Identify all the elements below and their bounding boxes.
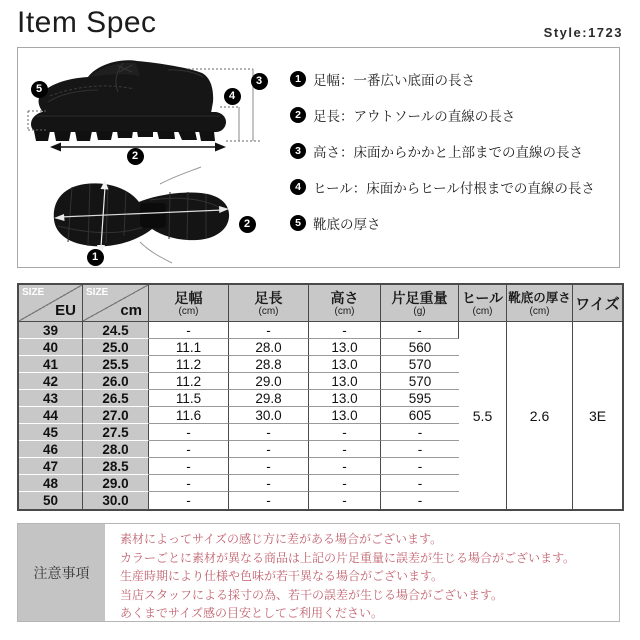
cell-height: 13.0 [309, 407, 381, 424]
cm-label: cm [120, 302, 142, 319]
notes-panel [17, 523, 620, 622]
legend-item-foot-length [290, 105, 616, 125]
page-title: Item Spec [17, 6, 157, 39]
cell-width: - [149, 492, 229, 509]
circled-2-icon: 2 [290, 107, 306, 123]
note-line: 生産時期により仕様や色味が若干異なる場合がございます。 [120, 569, 444, 583]
legend-text: 靴底の厚さ [313, 217, 381, 232]
header-width-grade: ワイズ [573, 285, 622, 322]
size-spec-table [17, 283, 624, 511]
cell-height: 13.0 [309, 373, 381, 390]
cell-height: 13.0 [309, 390, 381, 407]
cell-height: 13.0 [309, 339, 381, 356]
cell-cm: 28.0 [83, 441, 149, 458]
note-line: カラーごとに素材が異なる商品は上記の片足重量に誤差が生じる場合がございます。 [120, 550, 576, 565]
legend-text: ヒール：床面からヒール付根までの直線の長さ [313, 181, 595, 196]
cell-weight: - [381, 424, 459, 441]
legend-item-heel [290, 177, 616, 197]
cell-height: - [309, 424, 381, 441]
cell-height: - [309, 475, 381, 492]
cell-heel-merged: 5.5 [459, 322, 507, 509]
cell-weight: 570 [381, 373, 459, 390]
cell-length: - [229, 492, 309, 509]
notes-label: 注意事項 [18, 524, 105, 621]
legend-item-height [290, 141, 616, 161]
cell-weight: - [381, 322, 459, 339]
header-single-weight: 片足重量 (g) [381, 285, 459, 322]
cell-width: - [149, 424, 229, 441]
marker-5-sole-thickness: 5 [31, 81, 48, 98]
shoe-diagram-illustration [20, 50, 290, 266]
shoe-side-view [31, 60, 226, 141]
cell-height: - [309, 441, 381, 458]
cell-cm: 25.5 [83, 356, 149, 373]
header-height: 高さ (cm) [309, 285, 381, 322]
legend-text: 足長：アウトソールの直線の長さ [313, 109, 516, 124]
size-label: SIZE [22, 287, 45, 298]
header-foot-length: 足長 (cm) [229, 285, 309, 322]
cell-cm: 26.0 [83, 373, 149, 390]
cell-cm: 28.5 [83, 458, 149, 475]
table-row [19, 322, 622, 339]
cell-length: - [229, 458, 309, 475]
cell-weight: 560 [381, 339, 459, 356]
cell-width-grade-merged: 3E [573, 322, 622, 509]
cell-weight: - [381, 475, 459, 492]
cell-length: - [229, 424, 309, 441]
cell-width: - [149, 441, 229, 458]
header-foot-width: 足幅 (cm) [149, 285, 229, 322]
cell-eu: 43 [19, 390, 83, 407]
cell-cm: 27.0 [83, 407, 149, 424]
marker-4-heel: 4 [224, 88, 241, 105]
cell-length: 28.8 [229, 356, 309, 373]
cell-weight: 570 [381, 356, 459, 373]
circled-4-icon: 4 [290, 179, 306, 195]
circled-3-icon: 3 [290, 143, 306, 159]
cell-eu: 46 [19, 441, 83, 458]
legend-text: 足幅：一番広い底面の長さ [313, 73, 475, 88]
cell-width: 11.6 [149, 407, 229, 424]
cell-height: - [309, 322, 381, 339]
cell-width: 11.5 [149, 390, 229, 407]
size-label: SIZE [86, 287, 109, 298]
cell-eu: 48 [19, 475, 83, 492]
header-heel: ヒール (cm) [459, 285, 507, 322]
cell-width: - [149, 458, 229, 475]
cell-width: - [149, 475, 229, 492]
measurement-legend [290, 69, 616, 233]
cell-eu: 47 [19, 458, 83, 475]
notes-body [105, 524, 619, 621]
cell-eu: 39 [19, 322, 83, 339]
legend-text: 高さ：床面からかかと上部までの直線の長さ [313, 145, 583, 160]
cell-cm: 24.5 [83, 322, 149, 339]
legend-item-sole-thickness [290, 213, 616, 233]
header-sole-thickness: 靴底の厚さ (cm) [507, 285, 573, 322]
cell-weight: - [381, 458, 459, 475]
spec-diagram-panel [17, 47, 620, 268]
cell-sole-thickness-merged: 2.6 [507, 322, 573, 509]
cell-height: - [309, 458, 381, 475]
cell-eu: 41 [19, 356, 83, 373]
cell-cm: 29.0 [83, 475, 149, 492]
cell-cm: 30.0 [83, 492, 149, 509]
cell-weight: - [381, 441, 459, 458]
cell-width: 11.2 [149, 356, 229, 373]
cell-eu: 42 [19, 373, 83, 390]
cell-height: - [309, 492, 381, 509]
note-line: あくまでサイズ感の目安としてご利用ください。 [120, 606, 384, 620]
circled-1-icon: 1 [290, 71, 306, 87]
cell-cm: 25.0 [83, 339, 149, 356]
cell-length: 29.0 [229, 373, 309, 390]
cell-eu: 40 [19, 339, 83, 356]
cell-weight: 605 [381, 407, 459, 424]
cell-width: 11.2 [149, 373, 229, 390]
note-line: 当店スタッフによる採寸の為、若干の誤差が生じる場合がございます。 [120, 587, 504, 602]
cell-length: - [229, 322, 309, 339]
cell-weight: 595 [381, 390, 459, 407]
cell-cm: 27.5 [83, 424, 149, 441]
cell-width: 11.1 [149, 339, 229, 356]
cell-length: 29.8 [229, 390, 309, 407]
cell-length: - [229, 475, 309, 492]
marker-2-foot-length-side: 2 [127, 148, 144, 165]
marker-3-height: 3 [251, 73, 268, 90]
cell-eu: 50 [19, 492, 83, 509]
cell-height: 13.0 [309, 356, 381, 373]
cell-eu: 44 [19, 407, 83, 424]
header-size-eu [19, 285, 83, 322]
marker-2-foot-length-sole: 2 [239, 216, 256, 233]
cell-length: - [229, 441, 309, 458]
cell-eu: 45 [19, 424, 83, 441]
cell-weight: - [381, 492, 459, 509]
marker-1-foot-width: 1 [87, 249, 104, 266]
note-line: 素材によってサイズの感じ方に差がある場合がございます。 [120, 532, 443, 546]
style-number: Style:1723 [543, 25, 623, 40]
table-header-row [19, 285, 622, 322]
circled-5-icon: 5 [290, 215, 306, 231]
cell-width: - [149, 322, 229, 339]
eu-label: EU [55, 302, 76, 319]
cell-length: 30.0 [229, 407, 309, 424]
cell-cm: 26.5 [83, 390, 149, 407]
legend-item-foot-width [290, 69, 616, 89]
header-size-cm [83, 285, 149, 322]
cell-length: 28.0 [229, 339, 309, 356]
shoe-sole-view [54, 167, 229, 263]
